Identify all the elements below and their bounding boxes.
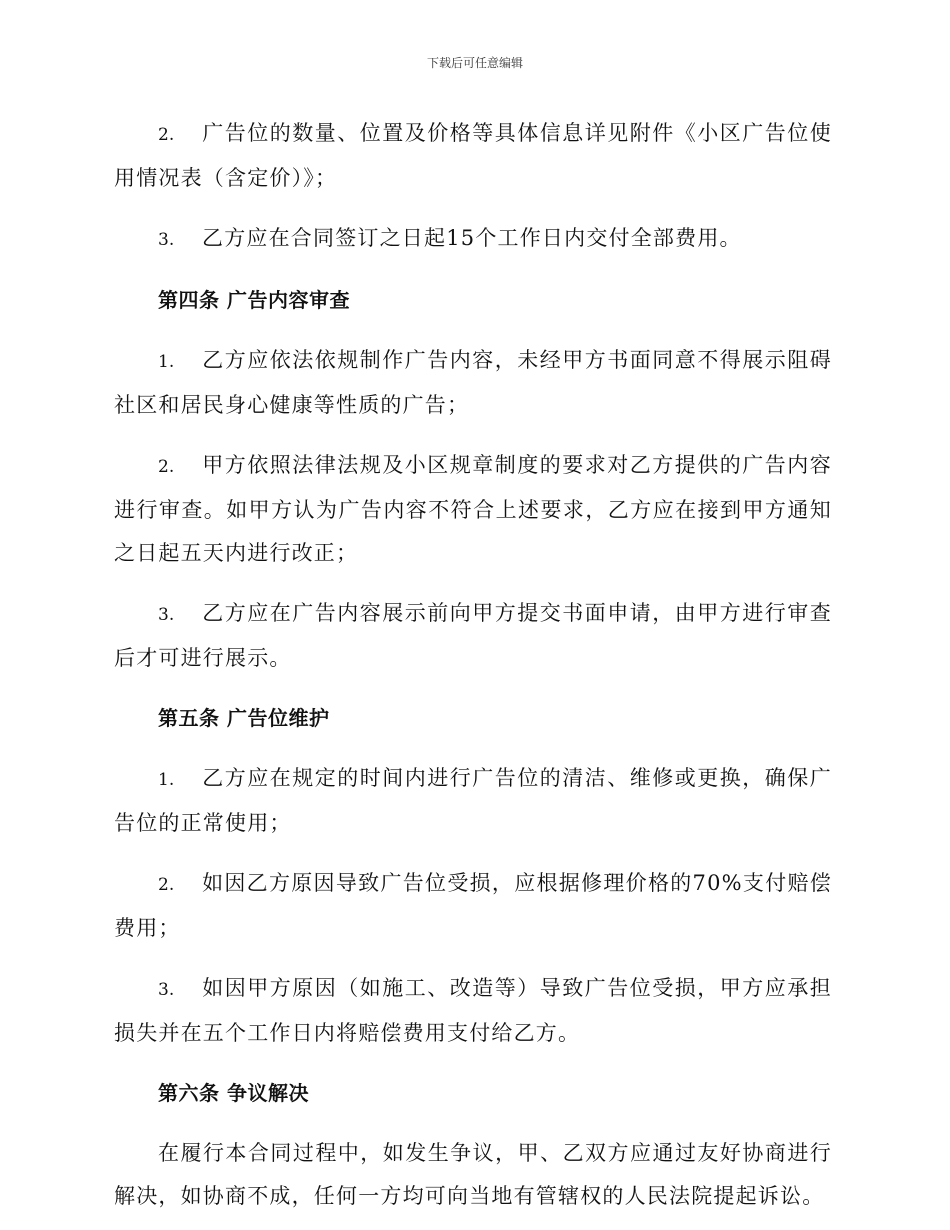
clause-text: 如因乙方原因导致广告位受损，应根据修理价格的70%支付赔偿费用；	[114, 871, 832, 940]
clause-text: 甲方依照法律法规及小区规章制度的要求对乙方提供的广告内容进行审查。如甲方认为广告内容不符合上述要求，乙方应在接到甲方通知之日起五天内进行改正；	[114, 453, 832, 565]
page-header-note: 下载后可任意编辑	[426, 56, 523, 70]
section-heading-article-5: 第五条 广告位维护	[158, 706, 330, 730]
clause-number: 1.	[158, 352, 175, 372]
clause-item	[114, 217, 832, 262]
clause-text: 乙方应依法依规制作广告内容，未经甲方书面同意不得展示阻碍社区和居民身心健康等性质的广告；	[114, 348, 832, 417]
clause-number: 3.	[158, 230, 175, 250]
clause-item	[114, 967, 832, 1055]
clause-item	[114, 444, 832, 575]
clause-number: 3.	[158, 980, 175, 1000]
clause-item	[114, 757, 832, 845]
clause-number: 1.	[158, 770, 175, 790]
clause-text: 乙方应在规定的时间内进行广告位的清洁、维修或更换，确保广告位的正常使用；	[114, 766, 832, 835]
clause-number: 2.	[158, 125, 175, 145]
clause-text: 如因甲方原因（如施工、改造等）导致广告位受损，甲方应承担损失并在五个工作日内将赔偿费用支付给乙方。	[114, 976, 832, 1045]
clause-text: 广告位的数量、位置及价格等具体信息详见附件《小区广告位使用情况表（含定价）》；	[114, 121, 832, 190]
section-heading-article-4: 第四条 广告内容审查	[158, 288, 350, 312]
clause-item	[114, 592, 832, 680]
clause-item	[114, 112, 832, 200]
clause-item	[114, 862, 832, 950]
clause-item	[114, 339, 832, 427]
dispute-paragraph: 在履行本合同过程中，如发生争议，甲、乙双方应通过友好协商进行解决，如协商不成，任何一方均可向当地有管辖权的人民法院提起诉讼。	[114, 1141, 832, 1208]
clause-number: 3.	[158, 605, 175, 625]
clause-number: 2.	[158, 457, 175, 477]
clause-text: 乙方应在广告内容展示前向甲方提交书面申请，由甲方进行审查后才可进行展示。	[114, 601, 832, 670]
section-heading-article-6: 第六条 争议解决	[158, 1081, 309, 1105]
clause-text: 乙方应在合同签订之日起15个工作日内交付全部费用。	[202, 226, 742, 250]
clause-number: 2.	[158, 875, 175, 895]
document-body	[114, 112, 832, 1218]
